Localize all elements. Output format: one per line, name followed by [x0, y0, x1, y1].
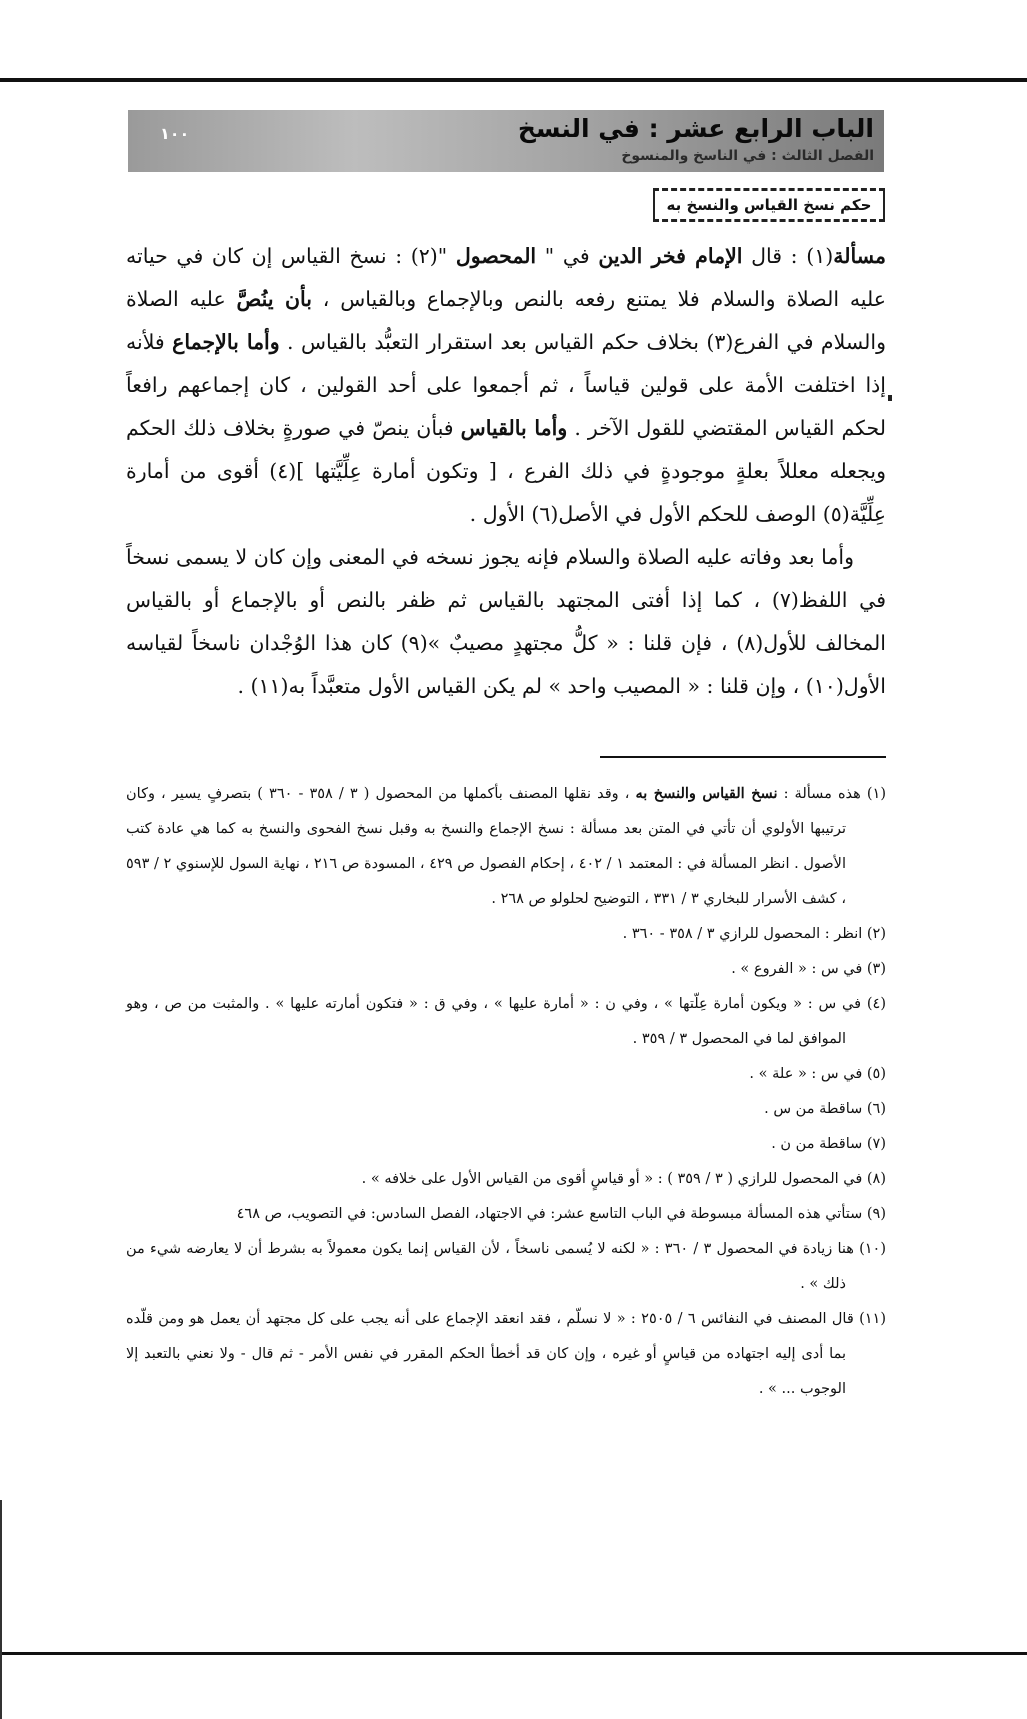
footnotes: [126, 776, 886, 1407]
footnote-1: [126, 776, 886, 917]
footnote-11: (١١) قال المصنف في النفائس ٦ / ٢٥٠٥ : « لا نسلّم ، فقد انعقد الإجماع على أنه يجب على كل مجتهد أن يعمل هو ومن قلّده بما أدى إليه اجتهاده من قياسٍ أو غيره ، وإن كان قد أخطأ الحكم المقرر في نفس الأمر - ثم قال - ولا نعني بالتعبد إلا الوجوب ... » .: [126, 1311, 886, 1397]
emphasis: وأما بالإجماع: [172, 330, 280, 354]
emphasis: نسخ القياس والنسخ به: [635, 785, 778, 802]
footnote-5: (٥) في س : « علة » .: [749, 1066, 886, 1082]
footnote-4: (٤) في س : « ويكون أمارة عِلّتها » ، وفي ن : « أمارة عليها » ، وفي ق : « فتكون أمارته عليها » . والمثبت من ص ، وهو الموافق لما في المحصول ٣ / ٣٥٩ .: [126, 996, 886, 1047]
text-run: في ": [536, 244, 599, 268]
footnote-7: (٧) ساقطة من ن .: [771, 1136, 886, 1152]
text-run: (١) : قال: [742, 244, 834, 268]
text-run: فبأن ينصّ في صورةٍ بخلاف ذلك الحكم ويجعله معللاً بعلةٍ موجودةٍ في ذلك الفرع ، [ وتكون أمارة عِلِّيَّتها ](٤) أقوى من أمارة عِلِّيَّة(٥) الوصف للحكم الأول في الأصل(٦) الأول .: [126, 416, 886, 526]
footnote-6: (٦) ساقطة من س .: [764, 1101, 886, 1117]
topic-heading: حكم نسخ القياس والنسخ به: [666, 196, 872, 214]
emphasis: وأما بالقياس: [460, 416, 568, 440]
page-number: ١٠٠: [160, 124, 190, 143]
text-run: عليه الصلاة والسلام في الفرع(٣) بخلاف حكم القياس بعد استقرار التعبُّد بالقياس .: [126, 287, 886, 354]
footnote-10: (١٠) هنا زيادة في المحصول ٣ / ٣٦٠ : « لكنه لا يُسمى ناسخاً ، لأن القياس إنما يكون معمولاً به بشرط أن لا يعارضه شيء من ذلك » .: [126, 1241, 886, 1292]
emphasis: بأن ينُصَّ: [236, 287, 312, 311]
chapter-title: الباب الرابع عشر : في النسخ: [517, 114, 874, 143]
paragraph-2: وأما بعد وفاته عليه الصلاة والسلام فإنه يجوز نسخه في المعنى وإن كان لا يسمى نسخاً في اللفظ(٧) ، كما إذا أفتى المجتهد بالقياس ثم ظفر بالنص أو بالإجماع أو بالقياس المخالف للأول(٨) ، فإن قلنا : « كلُّ مجتهدٍ مصيبٌ »(٩) كان هذا الوُجْدان ناسخاً لقياسه الأول(١٠) ، وإن قلنا : « المصيب واحد » لم يكن القياس الأول متعبَّداً به(١١) .: [126, 545, 887, 698]
section-subtitle: الفصل الثالث : في الناسخ والمنسوخ: [621, 148, 874, 164]
footnote-2: (٢) انظر : المحصول للرازي ٣ / ٣٥٨ - ٣٦٠ .: [622, 926, 886, 942]
imam-name: الإمام فخر الدين: [598, 244, 743, 268]
footnote-divider: [600, 756, 886, 758]
top-rule: [0, 78, 1027, 82]
text-run: "(٢) : نسخ القياس إن كان في حياته عليه الصلاة والسلام فلا يمتنع رفعه بالنص وبالإجماع وبالقياس ،: [126, 244, 887, 311]
footnote-3: (٣) في س : « الفروع » .: [731, 961, 886, 977]
text-run: فلأنه إذا اختلفت الأمة على قولين قياساً ، ثم أجمعوا على أحد القولين ، كان إجماعهم رافعاً لحكم القياس المقتضي للقول الآخر .: [126, 330, 886, 440]
text-run: (١) هذه مسألة :: [777, 786, 886, 802]
margin-mark: [888, 395, 892, 401]
text-run: ، وقد نقلها المصنف بأكملها من المحصول ( ٣ / ٣٥٨ - ٣٦٠ ) بتصرفٍ يسير ، وكان ترتيبها الأولوي أن تأتي في المتن بعد مسألة : نسخ الإجماع والنسخ به وقبل نسخ الفحوى والنسخ به كما هي عادة كتب الأصول . انظر المسألة في : المعتمد ١ / ٤٠٢ ، إحكام الفصول ص ٤٢٩ ، المسودة ص ٢١٦ ، نهاية السول للإسنوي ٢ / ٥٩٣ ، كشف الأسرار للبخاري ٣ / ٣٣١ ، التوضيح لحلولو ص ٢٦٨ .: [126, 786, 846, 907]
running-header: [128, 110, 884, 172]
page-edge: [0, 1500, 2, 1719]
main-text: [126, 235, 886, 708]
masala-word: مسألة: [833, 244, 886, 268]
footnote-8: (٨) في المحصول للرازي ( ٣ / ٣٥٩ ) : « أو قياسٍ أقوى من القياس الأول على خلافه » .: [361, 1171, 886, 1187]
paragraph-1: [126, 235, 886, 536]
book-title: المحصول: [455, 244, 537, 268]
footnote-9: (٩) ستأتي هذه المسألة مبسوطة في الباب التاسع عشر: في الاجتهاد، الفصل السادس: في التصويب، ص ٤٦٨: [236, 1206, 886, 1222]
bottom-rule: [0, 1652, 1027, 1655]
topic-heading-box: [653, 188, 885, 222]
